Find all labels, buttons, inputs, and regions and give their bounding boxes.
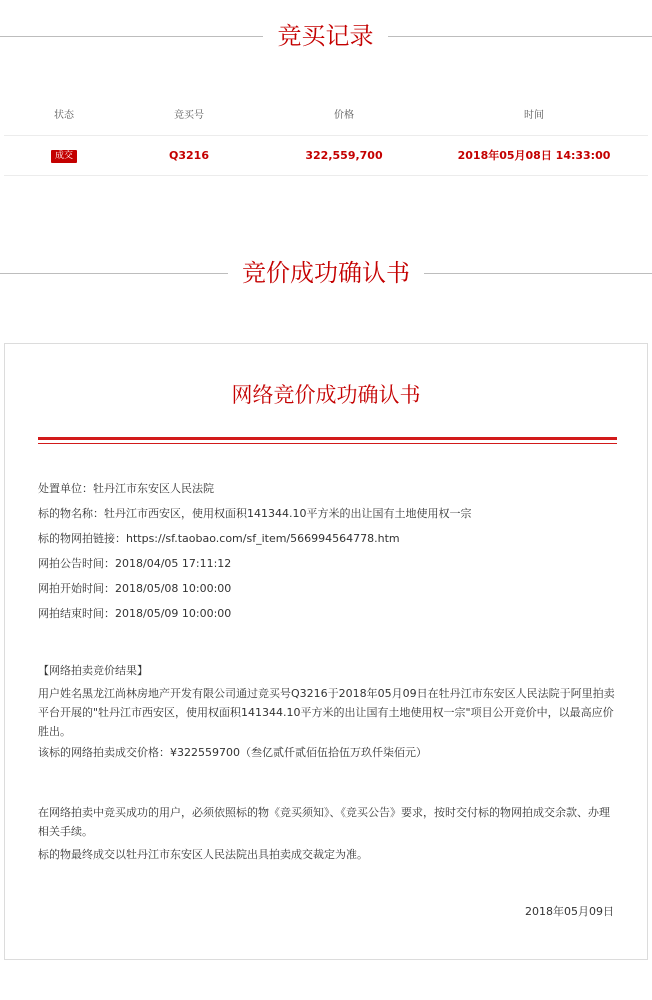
final-notice: 标的物最终成交以牡丹江市东安区人民法院出具拍卖成交裁定为准。 [38, 848, 368, 861]
deal-price: 该标的网络拍卖成交价格：¥322559700（叁亿贰仟贰佰伍拾伍万玖仟柒佰元） [38, 746, 427, 759]
table-header-row [4, 96, 648, 136]
price-cell: 322,559,700 [305, 149, 383, 162]
title-rule-thin [38, 443, 617, 444]
document-title: 网络竞价成功确认书 [231, 383, 421, 407]
notice-paragraph: 在网络拍卖中竞买成功的用户，必须依照标的物《竞买须知》、《竞买公告》要求，按时交付标的物网拍成交余款、办理相关手续。 [38, 806, 610, 838]
status-cell [34, 136, 94, 176]
divider-line [0, 36, 263, 37]
bid-record-table [4, 96, 648, 176]
start-time: 网拍开始时间：2018/05/08 10:00:00 [38, 582, 232, 595]
title-rule-thick [38, 437, 617, 440]
header-time: 时间 [524, 110, 544, 121]
disposal-unit: 处置单位：牡丹江市东安区人民法院 [38, 482, 214, 495]
header-bid-number: 竞买号 [174, 110, 204, 121]
bid-number-cell: Q3216 [169, 149, 209, 162]
confirmation-document [4, 343, 648, 960]
header-price: 价格 [334, 110, 354, 121]
subject-name: 标的物名称：牡丹江市西安区，使用权面积141344.10平方米的出让国有土地使用权一宗 [38, 507, 472, 520]
header-status: 状态 [54, 110, 74, 121]
divider-line [424, 273, 652, 274]
time-cell: 2018年05月08日 14:33:00 [457, 149, 611, 162]
end-time: 网拍结束时间：2018/05/09 10:00:00 [38, 607, 232, 620]
result-paragraph: 用户姓名黑龙江尚林房地产开发有限公司通过竞买号Q3216于2018年05月09日在牡丹江市东安区人民法院于阿里拍卖平台开展的"牡丹江市西安区，使用权面积141344.10平方米的出让国有土地使用权一宗"项目公开竞价中，以最高应价胜出。 [38, 687, 615, 738]
auction-link: 标的物网拍链接：https://sf.taobao.com/sf_item/566994564778.htm [38, 532, 400, 545]
result-heading: 【网络拍卖竞价结果】 [38, 664, 148, 677]
divider-line [388, 36, 652, 37]
confirmation-section-title: 竞价成功确认书 [242, 259, 410, 287]
confirmation-header [0, 253, 652, 293]
announce-time: 网拍公告时间：2018/04/05 17:11:12 [38, 557, 232, 570]
divider-line [0, 273, 228, 274]
document-date: 2018年05月09日 [525, 905, 614, 918]
bid-record-header [0, 16, 652, 56]
bid-record-title: 竞买记录 [277, 22, 374, 50]
table-row [4, 136, 648, 176]
status-badge: 成交 [51, 150, 77, 163]
